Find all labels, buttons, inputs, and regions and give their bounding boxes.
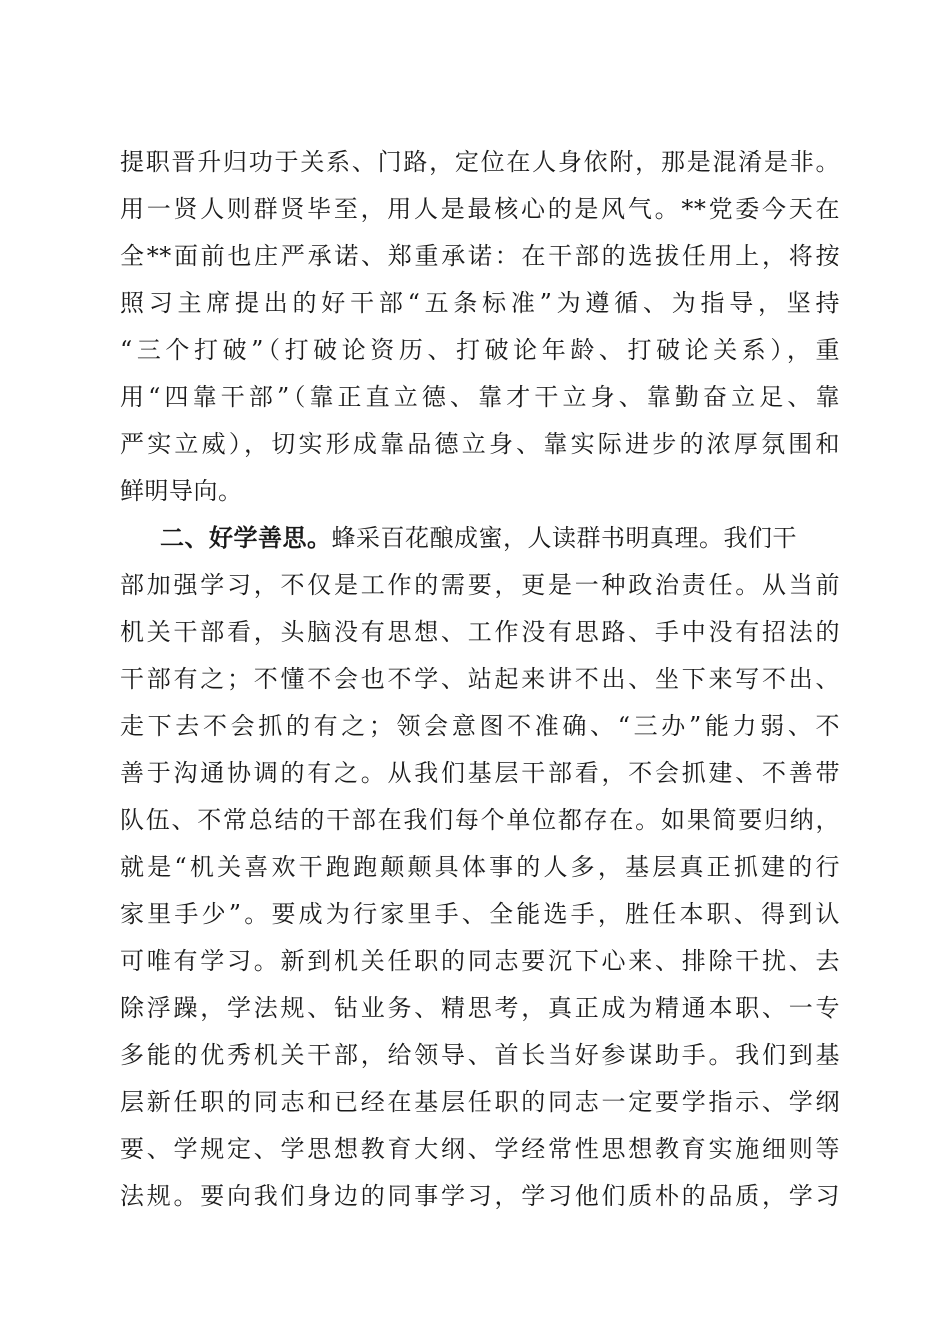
text-line: 用“四靠干部”（靠正直立德、靠才干立身、靠勤奋立足、靠: [120, 383, 840, 411]
text-line: 多能的优秀机关干部，给领导、首长当好参谋助手。我们到基: [120, 1041, 840, 1069]
text-line: 可唯有学习。新到机关任职的同志要沉下心来、排除干扰、去: [120, 947, 840, 975]
body-text: [120, 139, 840, 1220]
text-line: 除浮躁，学法规、钻业务、精思考，真正成为精通本职、一专: [120, 994, 840, 1022]
text-line: 就是“机关喜欢干跑跑颠颠具体事的人多，基层真正抓建的行: [120, 853, 840, 881]
text-line: 提职晋升归功于关系、门路，定位在人身依附，那是混淆是非。: [120, 148, 840, 176]
text-line: 法规。要向我们身边的同事学习，学习他们质朴的品质，学习: [120, 1182, 840, 1210]
text-line: 要、学规定、学思想教育大纲、学经常性思想教育实施细则等: [120, 1135, 840, 1163]
text-line: 走下去不会抓的有之；领会意图不准确、“三办”能力弱、不: [120, 712, 840, 740]
text-line: 机关干部看，头脑没有思想、工作没有思路、手中没有招法的: [120, 618, 840, 646]
text-line: 严实立威），切实形成靠品德立身、靠实际进步的浓厚氛围和: [120, 430, 840, 458]
text-line: 照习主席提出的好干部“五条标准”为遵循、为指导，坚持: [120, 289, 840, 317]
text-line: 家里手少”。要成为行家里手、全能选手，胜任本职、得到认: [120, 900, 840, 928]
section-heading: 二、好学善思。: [160, 524, 332, 552]
section-first-line-text: 蜂采百花酿成蜜，人读群书明真理。我们干: [331, 524, 797, 552]
text-line: 用一贤人则群贤毕至，用人是最核心的是风气。**党委今天在: [120, 195, 840, 223]
text-line: 层新任职的同志和已经在基层任职的同志一定要学指示、学纲: [120, 1088, 840, 1116]
text-line: 队伍、不常总结的干部在我们每个单位都存在。如果简要归纳，: [120, 806, 840, 834]
text-line: 全**面前也庄严承诺、郑重承诺：在干部的选拔任用上，将按: [120, 242, 840, 270]
section-first-line: [120, 515, 840, 562]
text-line: 干部有之；不懂不会也不学、站起来讲不出、坐下来写不出、: [120, 665, 840, 693]
text-line: 部加强学习，不仅是工作的需要，更是一种政治责任。从当前: [120, 571, 840, 599]
text-line: 善于沟通协调的有之。从我们基层干部看，不会抓建、不善带: [120, 759, 840, 787]
text-line: 鲜明导向。: [120, 477, 243, 505]
text-line: “三个打破”（打破论资历、打破论年龄、打破论关系），重: [120, 336, 840, 364]
